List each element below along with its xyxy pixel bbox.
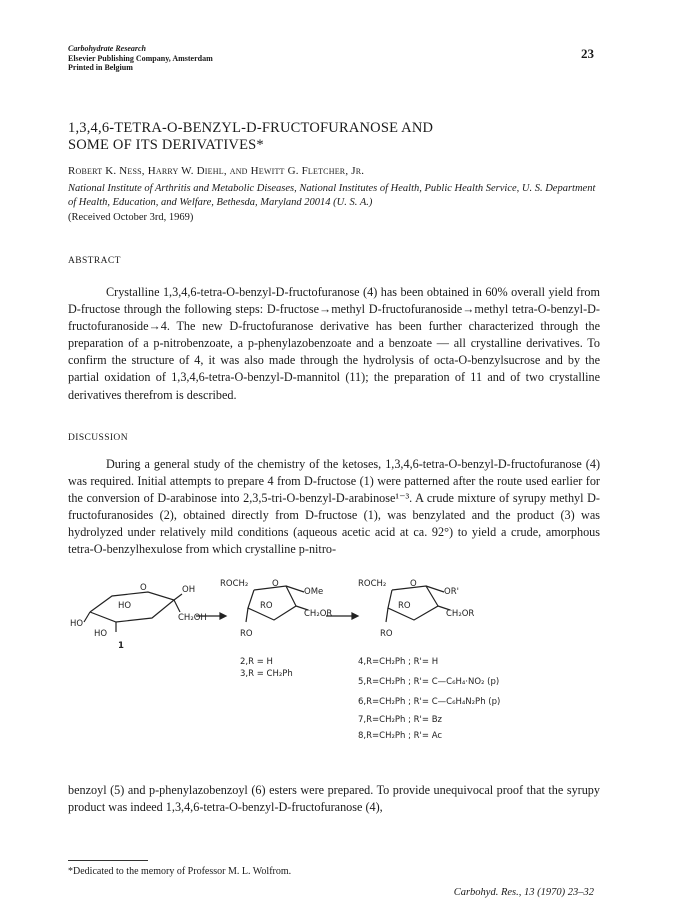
- reaction-scheme: [68, 578, 608, 756]
- continuation-text: benzoyl (5) and p-phenylazobenzoyl (6) esters were prepared. To provide unequivocal proof that the syrupy product was indeed 1,3,4,6-tetra-O-benzyl-D-fructofuranose (4),: [68, 783, 600, 815]
- journal-name: Carbohydrate Research: [68, 44, 146, 53]
- publisher: Elsevier Publishing Company, Amsterdam: [68, 53, 213, 63]
- scheme-label: CH₂OR: [446, 609, 475, 619]
- scheme-label: ROCH₂: [220, 579, 249, 589]
- scheme-label: RO: [260, 601, 273, 611]
- received-date: (Received October 3rd, 1969): [68, 212, 194, 223]
- article-title: [68, 120, 433, 154]
- scheme-label: HO: [118, 601, 132, 611]
- affiliation: National Institute of Arthritis and Metabolic Diseases, National Institutes of Health, Public Health Service, U. S. Department of Health, Education, and Welfare, Bethesda, Maryland 20014 (U. S. A.): [68, 183, 596, 208]
- printed-in: Printed in Belgium: [68, 63, 133, 72]
- title-line-2: SOME OF ITS DERIVATIVES*: [68, 137, 264, 153]
- compound-6-label: 6,R=CH₂Ph ; R'= C—C₆H₄N₂Ph (p): [358, 697, 501, 707]
- scheme-label: RO: [398, 601, 411, 611]
- discussion-text: During a general study of the chemistry of the ketoses, 1,3,4,6-tetra-O-benzyl-D-fructofuranose (4) was required. Initial attempts to prepare 4 from D-fructose (1) were patterned after the route used earlier for the conversion of D-arabinose into 2,3,5-tri-O-benzyl-D-arabinose¹⁻³. A crude mixture of syrupy methyl D-fructofuranosides (2), obtained directly from D-fructose (1), was benzylated and the product (3) was hydrolyzed under relatively mild conditions (aqueous acetic acid at ca. 92°) to yield a crude, amorphous tetra-O-benzylhexulose from which crystalline p-nitro-: [68, 457, 600, 557]
- scheme-label: HO: [94, 629, 108, 639]
- journal-citation: Carbohyd. Res., 13 (1970) 23–32: [453, 887, 594, 898]
- discussion-continuation: [68, 782, 600, 816]
- abstract-heading: ABSTRACT: [68, 256, 121, 266]
- journal-header: [68, 44, 213, 73]
- scheme-label: OH: [182, 585, 196, 595]
- compound-5-label: 5,R=CH₂Ph ; R'= C—C₆H₄·NO₂ (p): [358, 677, 500, 687]
- discussion-body: [68, 456, 600, 559]
- scheme-label: CH₂OR: [304, 609, 333, 619]
- compound-8-label: 8,R=CH₂Ph ; R'= Ac: [358, 731, 443, 741]
- compound-number: 1: [118, 641, 124, 651]
- compound-7-label: 7,R=CH₂Ph ; R'= Bz: [358, 715, 443, 725]
- title-line-1: 1,3,4,6-TETRA-O-BENZYL-D-FRUCTOFURANOSE AND: [68, 120, 434, 136]
- abstract-text: Crystalline 1,3,4,6-tetra-O-benzyl-D-fructofuranose (4) has been obtained in 60% overall yield from D-fructose through the following steps: D-fructose→methyl D-fructofuranoside→methyl tetra-O-benzyl-D-fructofuranoside→4. The new D-fructofuranose derivative has been further characterized through the preparation of a p-nitrobenzoate, a p-phenylazobenzoate and a benzoate — all crystalline derivatives. To confirm the structure of 4, it was also made through the hydrolysis of octa-O-benzylsucrose and by the partial oxidation of 1,3,4,6-tetra-O-benzyl-D-mannitol (11); the preparation of 11 and of two crystalline derivatives therefrom is described.: [68, 285, 600, 402]
- footnote: *Dedicated to the memory of Professor M. L. Wolfrom.: [68, 866, 292, 877]
- scheme-label: RO: [240, 629, 253, 639]
- page-number: 23: [581, 46, 594, 61]
- scheme-label: HO: [70, 619, 84, 629]
- ring-1: [90, 592, 174, 622]
- scheme-label: RO: [380, 629, 393, 639]
- scheme-label: CH₂OH: [178, 613, 207, 623]
- footnote-rule: [68, 860, 148, 861]
- ring-3: [388, 586, 438, 620]
- scheme-label: O: [272, 579, 279, 589]
- scheme-label: OMe: [304, 587, 324, 597]
- authors: Robert K. Ness, Harry W. Diehl, and Hewitt G. Fletcher, Jr.: [68, 165, 365, 177]
- scheme-label: OR': [444, 587, 459, 597]
- discussion-heading: DISCUSSION: [68, 433, 128, 443]
- scheme-label: ROCH₂: [358, 579, 387, 589]
- scheme-label: O: [140, 583, 147, 593]
- scheme-label: O: [410, 579, 417, 589]
- compound-2-label: 2,R = H: [240, 657, 273, 667]
- compound-4-label: 4,R=CH₂Ph ; R'= H: [358, 657, 439, 667]
- abstract-body: [68, 284, 600, 404]
- compound-3-label: 3,R = CH₂Ph: [240, 669, 293, 679]
